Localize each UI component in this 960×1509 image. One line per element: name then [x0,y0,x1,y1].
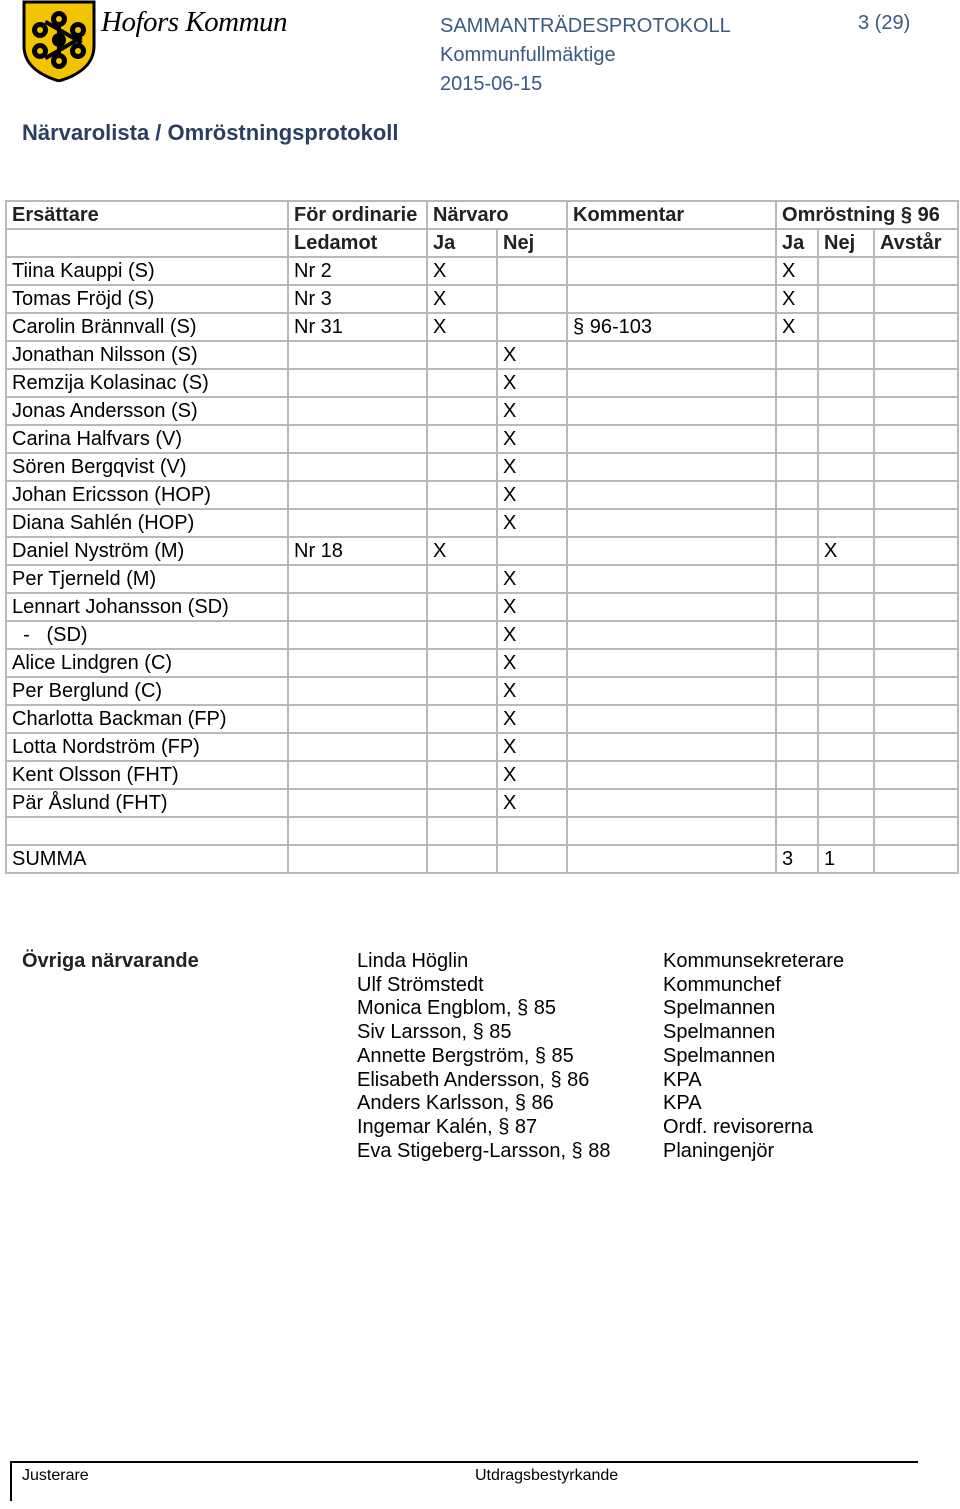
table-row [6,621,958,649]
summa-cell-nej [497,845,567,873]
cell-kommentar [567,565,776,593]
col-header-ledamot: Ledamot [288,229,427,257]
cell-ledamot [288,733,427,761]
table-row [6,705,958,733]
cell-nej: X [497,789,567,817]
ovriga-person-role: Spelmannen [663,997,776,1020]
cell-ja [427,453,497,481]
cell-name: Carolin Brännvall (S) [6,313,288,341]
col-header-ja: Ja [427,229,497,257]
cell-avstar [874,509,958,537]
cell-empty [874,817,958,845]
cell-o-nej: X [818,537,874,565]
cell-o-nej [818,453,874,481]
cell-o-nej [818,733,874,761]
cell-avstar [874,369,958,397]
cell-ja [427,621,497,649]
table-row [6,733,958,761]
cell-ledamot [288,621,427,649]
cell-o-nej [818,509,874,537]
doc-type: SAMMANTRÄDESPROTOKOLL [440,15,731,37]
cell-nej [497,313,567,341]
cell-kommentar [567,705,776,733]
cell-ledamot [288,649,427,677]
cell-avstar [874,705,958,733]
cell-ledamot [288,397,427,425]
cell-ledamot [288,341,427,369]
summa-cell-avstar [874,845,958,873]
table-row [6,677,958,705]
hofors-coat-of-arms-logo [22,0,96,82]
cell-empty [288,817,427,845]
table-row [6,509,958,537]
cell-o-nej [818,341,874,369]
cell-o-ja [776,761,818,789]
cell-name: Pär Åslund (FHT) [6,789,288,817]
ovriga-person-name: Ingemar Kalén, § 87 [357,1115,538,1138]
ovriga-person-name: Monica Engblom, § 85 [357,997,557,1020]
cell-empty [818,817,874,845]
ovriga-person-name: Ulf Strömstedt [357,973,484,996]
table-subheader-row [6,229,958,257]
cell-ledamot [288,593,427,621]
cell-avstar [874,453,958,481]
cell-empty [427,817,497,845]
cell-name: Lotta Nordström (FP) [6,733,288,761]
cell-kommentar [567,509,776,537]
cell-ja [427,397,497,425]
cell-nej: X [497,565,567,593]
cell-ja [427,425,497,453]
cell-ja: X [427,313,497,341]
cell-ja [427,789,497,817]
cell-ledamot [288,369,427,397]
cell-name: Charlotta Backman (FP) [6,705,288,733]
ovriga-person-name: Anders Karlsson, § 86 [357,1092,554,1115]
cell-name: Per Berglund (C) [6,677,288,705]
cell-name: Per Tjerneld (M) [6,565,288,593]
cell-ja [427,733,497,761]
table-row [6,425,958,453]
ovriga-person-name: Annette Bergström, § 85 [357,1044,574,1067]
cell-ledamot: Nr 2 [288,257,427,285]
cell-name: Tomas Fröjd (S) [6,285,288,313]
brand-name: Hofors Kommun [101,6,288,38]
cell-nej: X [497,593,567,621]
cell-o-nej [818,313,874,341]
table-row [6,649,958,677]
ovriga-person-role: KPA [663,1092,702,1115]
attendance-table [5,200,959,874]
cell-o-ja [776,397,818,425]
cell-o-nej [818,369,874,397]
ovriga-person-name: Siv Larsson, § 85 [357,1021,512,1044]
col-header-omrostning: Omröstning § 96 [776,201,958,229]
cell-name: Kent Olsson (FHT) [6,761,288,789]
table-row [6,285,958,313]
cell-empty [567,817,776,845]
ovriga-roles-list [663,950,844,1163]
cell-kommentar [567,593,776,621]
footer-utdragsbestyrkande: Utdragsbestyrkande [475,1467,619,1484]
cell-avstar [874,481,958,509]
cell-o-ja [776,425,818,453]
table-row [6,397,958,425]
cell-o-ja [776,789,818,817]
cell-ja [427,761,497,789]
cell-o-ja [776,565,818,593]
cell-kommentar [567,425,776,453]
cell-avstar [874,593,958,621]
page-title: Närvarolista / Omröstningsprotokoll [22,120,399,145]
cell-ledamot [288,481,427,509]
cell-name: Johan Ericsson (HOP) [6,481,288,509]
cell-name: Jonathan Nilsson (S) [6,341,288,369]
cell-nej: X [497,705,567,733]
cell-avstar [874,733,958,761]
cell-ledamot: Nr 31 [288,313,427,341]
cell-empty [6,817,288,845]
cell-avstar [874,649,958,677]
cell-nej: X [497,677,567,705]
table-row [6,341,958,369]
table-row [6,565,958,593]
summa-cell-ledamot [288,845,427,873]
cell-kommentar [567,369,776,397]
cell-kommentar [567,481,776,509]
cell-kommentar [567,677,776,705]
table-header-row [6,201,958,229]
cell-o-ja [776,537,818,565]
cell-name: Tiina Kauppi (S) [6,257,288,285]
table-row [6,453,958,481]
table-row [6,369,958,397]
subheader-empty [567,229,776,257]
cell-o-ja [776,453,818,481]
cell-o-nej [818,621,874,649]
cell-ledamot: Nr 3 [288,285,427,313]
cell-nej: X [497,649,567,677]
ovriga-person-role: Kommunsekreterare [663,950,845,972]
cell-kommentar [567,733,776,761]
cell-name: Diana Sahlén (HOP) [6,509,288,537]
cell-ja [427,677,497,705]
cell-name: Daniel Nyström (M) [6,537,288,565]
cell-nej: X [497,761,567,789]
cell-avstar [874,397,958,425]
cell-ja: X [427,257,497,285]
cell-avstar [874,341,958,369]
cell-nej: X [497,481,567,509]
cell-kommentar [567,649,776,677]
cell-ledamot [288,565,427,593]
cell-name: Lennart Johansson (SD) [6,593,288,621]
cell-ja [427,369,497,397]
ovriga-person-name: Linda Höglin [357,950,469,972]
cell-o-ja [776,481,818,509]
cell-o-nej [818,565,874,593]
col-header-narvaro: Närvaro [427,201,567,229]
table-row [6,761,958,789]
cell-kommentar [567,257,776,285]
cell-ja [427,481,497,509]
cell-nej [497,537,567,565]
summa-cell-kommentar [567,845,776,873]
cell-kommentar [567,397,776,425]
cell-name: Remzija Kolasinac (S) [6,369,288,397]
col-header-for-ordinarie: För ordinarie [288,201,427,229]
cell-o-ja: X [776,313,818,341]
cell-o-nej [818,705,874,733]
table-row [6,481,958,509]
cell-o-ja [776,621,818,649]
cell-o-nej [818,285,874,313]
col-header-kommentar: Kommentar [567,201,776,229]
cell-kommentar [567,621,776,649]
ovriga-person-name: Eva Stigeberg-Larsson, § 88 [357,1139,611,1162]
cell-ledamot [288,705,427,733]
cell-o-ja [776,369,818,397]
cell-o-nej [818,481,874,509]
footer-justerare: Justerare [22,1467,89,1484]
cell-name: Sören Bergqvist (V) [6,453,288,481]
cell-avstar [874,257,958,285]
cell-kommentar [567,761,776,789]
table-row [6,313,958,341]
ovriga-person-role: Spelmannen [663,1021,776,1044]
footer-divider [10,1461,918,1463]
cell-o-nej [818,761,874,789]
cell-ja [427,509,497,537]
cell-ja [427,649,497,677]
cell-nej: X [497,509,567,537]
cell-o-ja [776,593,818,621]
cell-ja: X [427,285,497,313]
cell-o-ja [776,677,818,705]
cell-o-nej [818,593,874,621]
cell-nej [497,285,567,313]
cell-nej: X [497,621,567,649]
cell-o-ja [776,509,818,537]
cell-ja [427,565,497,593]
cell-ledamot [288,453,427,481]
cell-kommentar: § 96-103 [567,313,776,341]
page-number: 3 (29) [858,12,911,34]
cell-avstar [874,621,958,649]
summa-cell-o-ja: 3 [776,845,818,873]
cell-ledamot [288,789,427,817]
footer-divider-tick [10,1461,12,1501]
cell-ja [427,593,497,621]
ovriga-person-role: Ordf. revisorerna [663,1115,814,1138]
meeting-date: 2015-06-15 [440,73,543,95]
cell-kommentar [567,453,776,481]
document-header [440,12,731,99]
cell-ja [427,705,497,733]
ovriga-person-role: KPA [663,1068,702,1091]
cell-avstar [874,761,958,789]
summa-label: SUMMA [6,845,288,873]
cell-kommentar [567,285,776,313]
cell-ledamot [288,425,427,453]
cell-nej: X [497,369,567,397]
cell-name: Carina Halfvars (V) [6,425,288,453]
col-header-nej: Nej [497,229,567,257]
table-row-empty [6,817,958,845]
cell-o-nej [818,397,874,425]
ovriga-label: Övriga närvarande [22,950,199,972]
cell-kommentar [567,537,776,565]
cell-nej: X [497,733,567,761]
table-row [6,593,958,621]
col-header-vote-ja: Ja [776,229,818,257]
cell-nej: X [497,453,567,481]
ovriga-person-role: Spelmannen [663,1044,776,1067]
col-header-ersattare: Ersättare [6,201,288,229]
cell-kommentar [567,341,776,369]
cell-o-nej [818,257,874,285]
ovriga-names-list [357,950,611,1163]
cell-empty [497,817,567,845]
cell-nej [497,257,567,285]
cell-o-ja: X [776,285,818,313]
cell-o-nej [818,649,874,677]
cell-empty [776,817,818,845]
body-name: Kommunfullmäktige [440,44,616,66]
cell-nej: X [497,397,567,425]
cell-avstar [874,285,958,313]
cell-ledamot [288,677,427,705]
cell-o-ja [776,733,818,761]
col-header-vote-nej: Nej [818,229,874,257]
cell-ledamot [288,509,427,537]
cell-o-ja [776,341,818,369]
ovriga-person-name: Elisabeth Andersson, § 86 [357,1068,590,1091]
cell-ja [427,341,497,369]
cell-o-ja: X [776,257,818,285]
cell-avstar [874,565,958,593]
cell-avstar [874,537,958,565]
cell-avstar [874,677,958,705]
ovriga-person-role: Planingenjör [663,1139,775,1162]
cell-avstar [874,313,958,341]
table-row [6,257,958,285]
cell-nej: X [497,425,567,453]
cell-kommentar [567,789,776,817]
cell-name: Alice Lindgren (C) [6,649,288,677]
summa-row [6,845,958,873]
summa-cell-ja [427,845,497,873]
cell-o-ja [776,649,818,677]
cell-o-nej [818,677,874,705]
cell-ja: X [427,537,497,565]
cell-name: Jonas Andersson (S) [6,397,288,425]
cell-avstar [874,789,958,817]
cell-o-ja [776,705,818,733]
table-row [6,537,958,565]
cell-ledamot: Nr 18 [288,537,427,565]
summa-cell-o-nej: 1 [818,845,874,873]
cell-o-nej [818,789,874,817]
cell-name: - (SD) [6,621,288,649]
subheader-empty [6,229,288,257]
ovriga-person-role: Kommunchef [663,973,781,996]
col-header-vote-avstar: Avstår [874,229,958,257]
cell-ledamot [288,761,427,789]
cell-o-nej [818,425,874,453]
cell-nej: X [497,341,567,369]
table-row [6,789,958,817]
cell-avstar [874,425,958,453]
